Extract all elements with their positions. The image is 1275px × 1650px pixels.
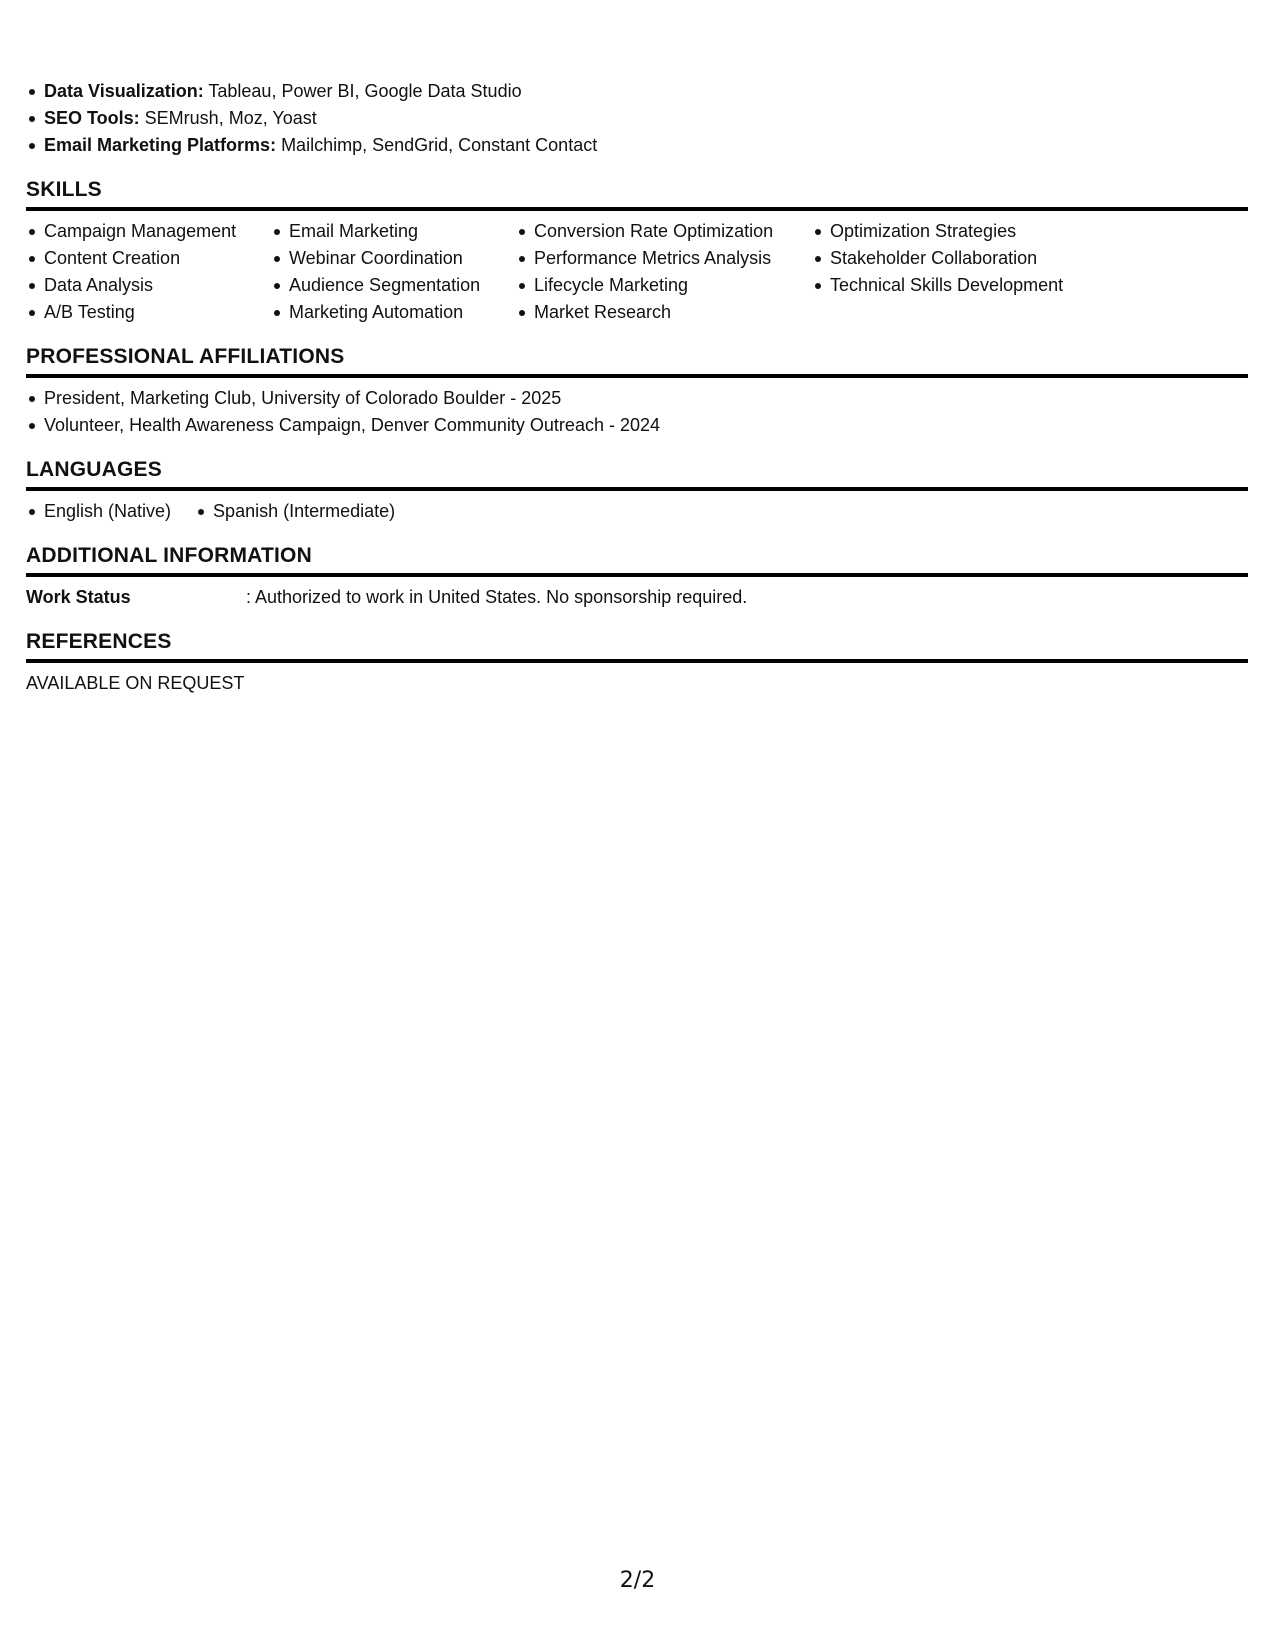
skill-item: Content Creation: [26, 245, 271, 272]
tools-item: [26, 78, 1248, 105]
skills-column: [26, 218, 271, 326]
references-heading: REFERENCES: [26, 629, 1248, 663]
tools-list: [26, 78, 1248, 159]
skills-section: [26, 177, 1248, 326]
page-number: 2/2: [619, 1568, 656, 1593]
tools-item-value: Tableau, Power BI, Google Data Studio: [203, 81, 522, 101]
tools-item-value: SEMrush, Moz, Yoast: [139, 108, 317, 128]
skill-item: Technical Skills Development: [812, 272, 1112, 299]
language-item: Spanish (Intermediate): [195, 498, 395, 525]
tools-item-label: Email Marketing Platforms:: [44, 135, 277, 155]
work-status-label: Work Status: [26, 587, 131, 607]
skill-item: Email Marketing: [271, 218, 516, 245]
work-status-row: [26, 577, 1248, 611]
skill-item: Lifecycle Marketing: [516, 272, 812, 299]
skills-column: [516, 218, 812, 326]
skills-column: [271, 218, 516, 326]
affiliations-heading: PROFESSIONAL AFFILIATIONS: [26, 344, 1248, 378]
skill-item: Market Research: [516, 299, 812, 326]
skill-item: Optimization Strategies: [812, 218, 1112, 245]
resume-content: [26, 78, 1248, 697]
languages-section: [26, 457, 1248, 525]
skill-item: Campaign Management: [26, 218, 271, 245]
skills-column: [812, 218, 1112, 326]
skill-item: Webinar Coordination: [271, 245, 516, 272]
languages-list: [26, 491, 1248, 525]
affiliation-item: President, Marketing Club, University of Colorado Boulder - 2025: [26, 385, 1248, 412]
references-text: AVAILABLE ON REQUEST: [26, 673, 245, 693]
skill-item: Performance Metrics Analysis: [516, 245, 812, 272]
skills-grid: [26, 211, 1248, 326]
skill-item: Audience Segmentation: [271, 272, 516, 299]
skill-item: Stakeholder Collaboration: [812, 245, 1112, 272]
affiliations-section: [26, 344, 1248, 439]
tools-item-label: SEO Tools:: [44, 108, 140, 128]
skill-item: Data Analysis: [26, 272, 271, 299]
additional-info-section: [26, 543, 1248, 611]
tools-item: [26, 105, 1248, 132]
language-item: English (Native): [26, 498, 171, 525]
languages-heading: LANGUAGES: [26, 457, 1248, 491]
additional-info-heading: ADDITIONAL INFORMATION: [26, 543, 1248, 577]
skill-item: Conversion Rate Optimization: [516, 218, 812, 245]
affiliation-item: Volunteer, Health Awareness Campaign, Denver Community Outreach - 2024: [26, 412, 1248, 439]
work-status-value: : Authorized to work in United States. No sponsorship required.: [246, 587, 748, 607]
tools-item-value: Mailchimp, SendGrid, Constant Contact: [276, 135, 598, 155]
skill-item: Marketing Automation: [271, 299, 516, 326]
tools-item: [26, 132, 1248, 159]
skill-item: A/B Testing: [26, 299, 271, 326]
references-section: [26, 629, 1248, 697]
tools-item-label: Data Visualization:: [44, 81, 204, 101]
skills-heading: SKILLS: [26, 177, 1248, 211]
affiliations-list: [26, 378, 1248, 439]
